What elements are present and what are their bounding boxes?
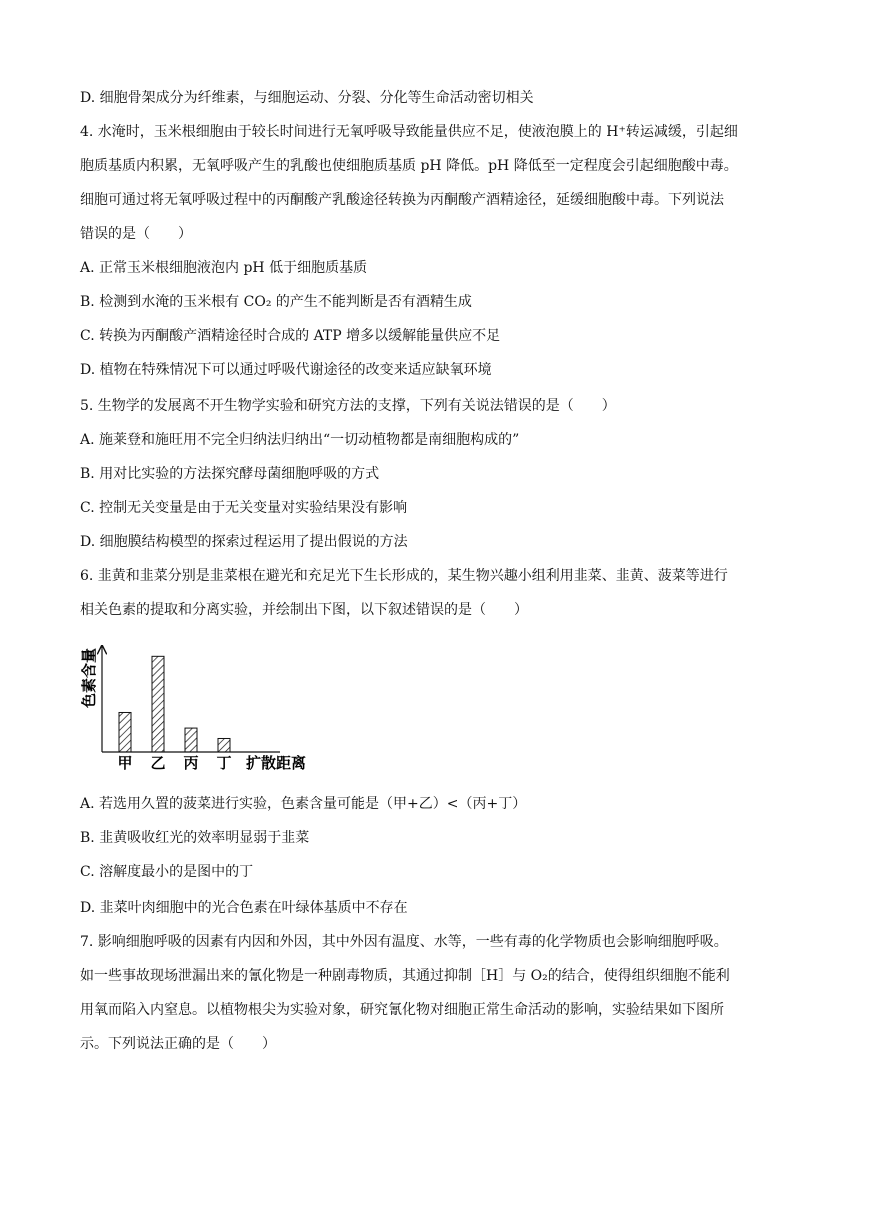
text-line: B. 检测到水淹的玉米根有 CO₂ 的产生不能判断是否有酒精生成 — [80, 294, 472, 310]
text-line: B. 用对比实验的方法探究酵母菌细胞呼吸的方式 — [80, 466, 380, 482]
category-label: 乙 — [150, 754, 166, 772]
text-line: D. 细胞骨架成分为纤维素，与细胞运动、分裂、分化等生命活动密切相关 — [80, 90, 534, 106]
text-line: 示。下列说法正确的是（ ） — [80, 1036, 276, 1052]
text-line: B. 韭黄吸收红光的效率明显弱于韭菜 — [80, 830, 310, 846]
text-line: 错误的是（ ） — [80, 226, 192, 242]
y-axis-label: 色素含量 — [80, 647, 98, 709]
category-label: 丙 — [183, 754, 199, 772]
bar-3 — [218, 738, 230, 752]
text-line: 4. 水淹时，玉米根细胞由于较长时间进行无氧呼吸导致能量供应不足，使液泡膜上的 H⁺转运减缓，引起细 — [80, 124, 738, 140]
text-line: A. 正常玉米根细胞液泡内 pH 低于细胞质基质 — [80, 260, 368, 276]
text-line: D. 植物在特殊情况下可以通过呼吸代谢途径的改变来适应缺氧环境 — [80, 362, 492, 378]
text-line: A. 若选用久置的菠菜进行实验，色素含量可能是（甲+乙）<（丙+丁） — [80, 796, 527, 812]
text-line: 6. 韭黄和韭菜分别是韭菜根在避光和充足光下生长形成的，某生物兴趣小组利用韭菜、韭黄、菠菜等进行 — [80, 568, 728, 584]
text-line: 5. 生物学的发展离不开生物学实验和研究方法的支撑，下列有关说法错误的是（ ） — [80, 398, 616, 414]
x-axis-label: 扩散距离 — [246, 754, 307, 772]
pigment-bar-chart — [80, 642, 330, 780]
category-label: 丁 — [216, 754, 232, 772]
category-label: 甲 — [117, 754, 133, 772]
bar-0 — [119, 712, 131, 752]
text-line: 胞质基质内积累，无氧呼吸产生的乳酸也使细胞质基质 pH 降低。pH 降低至一定程度会引起细胞酸中毒。 — [80, 158, 738, 174]
text-line: 7. 影响细胞呼吸的因素有内因和外因，其中外因有温度、水等，一些有毒的化学物质也会影响细胞呼吸。 — [80, 934, 728, 950]
text-line: 细胞可通过将无氧呼吸过程中的丙酮酸产乳酸途径转换为丙酮酸产酒精途径，延缓细胞酸中毒。下列说法 — [80, 192, 724, 208]
text-line: 相关色素的提取和分离实验，并绘制出下图，以下叙述错误的是（ ） — [80, 602, 528, 618]
text-line: C. 溶解度最小的是图中的丁 — [80, 864, 254, 880]
text-line: C. 转换为丙酮酸产酒精途径时合成的 ATP 增多以缓解能量供应不足 — [80, 328, 501, 344]
bar-1 — [152, 656, 164, 752]
text-line: A. 施莱登和施旺用不完全归纳法归纳出“一切动植物都是南细胞构成的” — [80, 432, 520, 448]
text-line: D. 细胞膜结构模型的探索过程运用了提出假说的方法 — [80, 534, 408, 550]
bar-2 — [185, 728, 197, 752]
text-line: C. 控制无关变量是由于无关变量对实验结果没有影响 — [80, 500, 408, 516]
text-line: D. 韭菜叶肉细胞中的光合色素在叶绿体基质中不存在 — [80, 900, 408, 916]
text-line: 用氧而陷入内窒息。以植物根尖为实验对象，研究氰化物对细胞正常生命活动的影响，实验结果如下图所 — [80, 1002, 724, 1018]
text-line: 如一些事故现场泄漏出来的氰化物是一种剧毒物质，其通过抑制［H］与 O₂的结合，使得组织细胞不能利 — [80, 968, 730, 984]
